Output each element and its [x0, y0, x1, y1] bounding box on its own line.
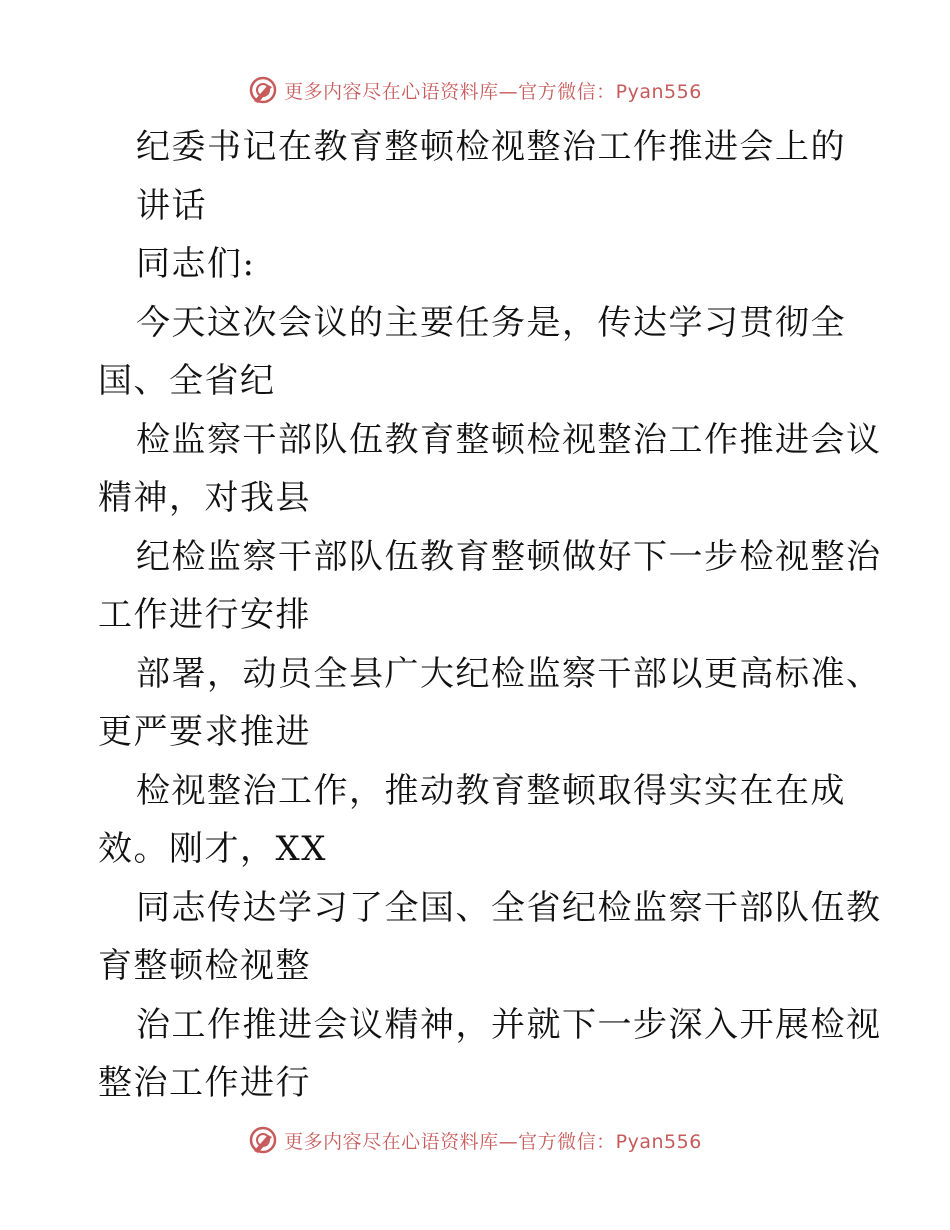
- watermark-footer: [0, 1120, 950, 1160]
- text-line: 效。刚才，XX: [98, 829, 327, 869]
- text-line: 治工作推进会议精神，并就下一步深入开展检视: [136, 1004, 882, 1045]
- pen-logo-icon: [248, 1125, 278, 1155]
- text-line: 检监察干部队伍教育整顿检视整治工作推进会议: [136, 419, 882, 460]
- text-line: 检视整治工作，推动教育整顿取得实实在在成: [136, 770, 846, 811]
- text-line: 讲话: [136, 185, 207, 226]
- text-line: 工作进行安排: [98, 595, 311, 635]
- pen-logo-icon: [248, 75, 278, 105]
- text-line: 纪检监察干部队伍教育整顿做好下一步检视整治: [136, 536, 882, 577]
- text-line: 育整顿检视整: [98, 946, 311, 986]
- text-line: 部署，动员全县广大纪检监察干部以更高标准、: [136, 653, 882, 694]
- watermark-text: 更多内容尽在心语资料库—官方微信：Pyan556: [284, 1130, 702, 1153]
- document-body: [98, 118, 882, 1113]
- text-line: 国、全省纪: [98, 361, 276, 401]
- text-line: 整治工作进行: [98, 1063, 311, 1103]
- watermark-header: [0, 70, 950, 110]
- text-line: 同志传达学习了全国、全省纪检监察干部队伍教: [136, 887, 882, 928]
- text-line: 精神，对我县: [98, 478, 311, 518]
- text-line: 同志们:: [136, 244, 256, 284]
- text-line: 纪委书记在教育整顿检视整治工作推进会上的: [136, 127, 846, 167]
- text-line: 今天这次会议的主要任务是，传达学习贯彻全: [136, 302, 846, 343]
- text-line: 更严要求推进: [98, 712, 311, 752]
- watermark-text: 更多内容尽在心语资料库—官方微信：Pyan556: [284, 80, 702, 103]
